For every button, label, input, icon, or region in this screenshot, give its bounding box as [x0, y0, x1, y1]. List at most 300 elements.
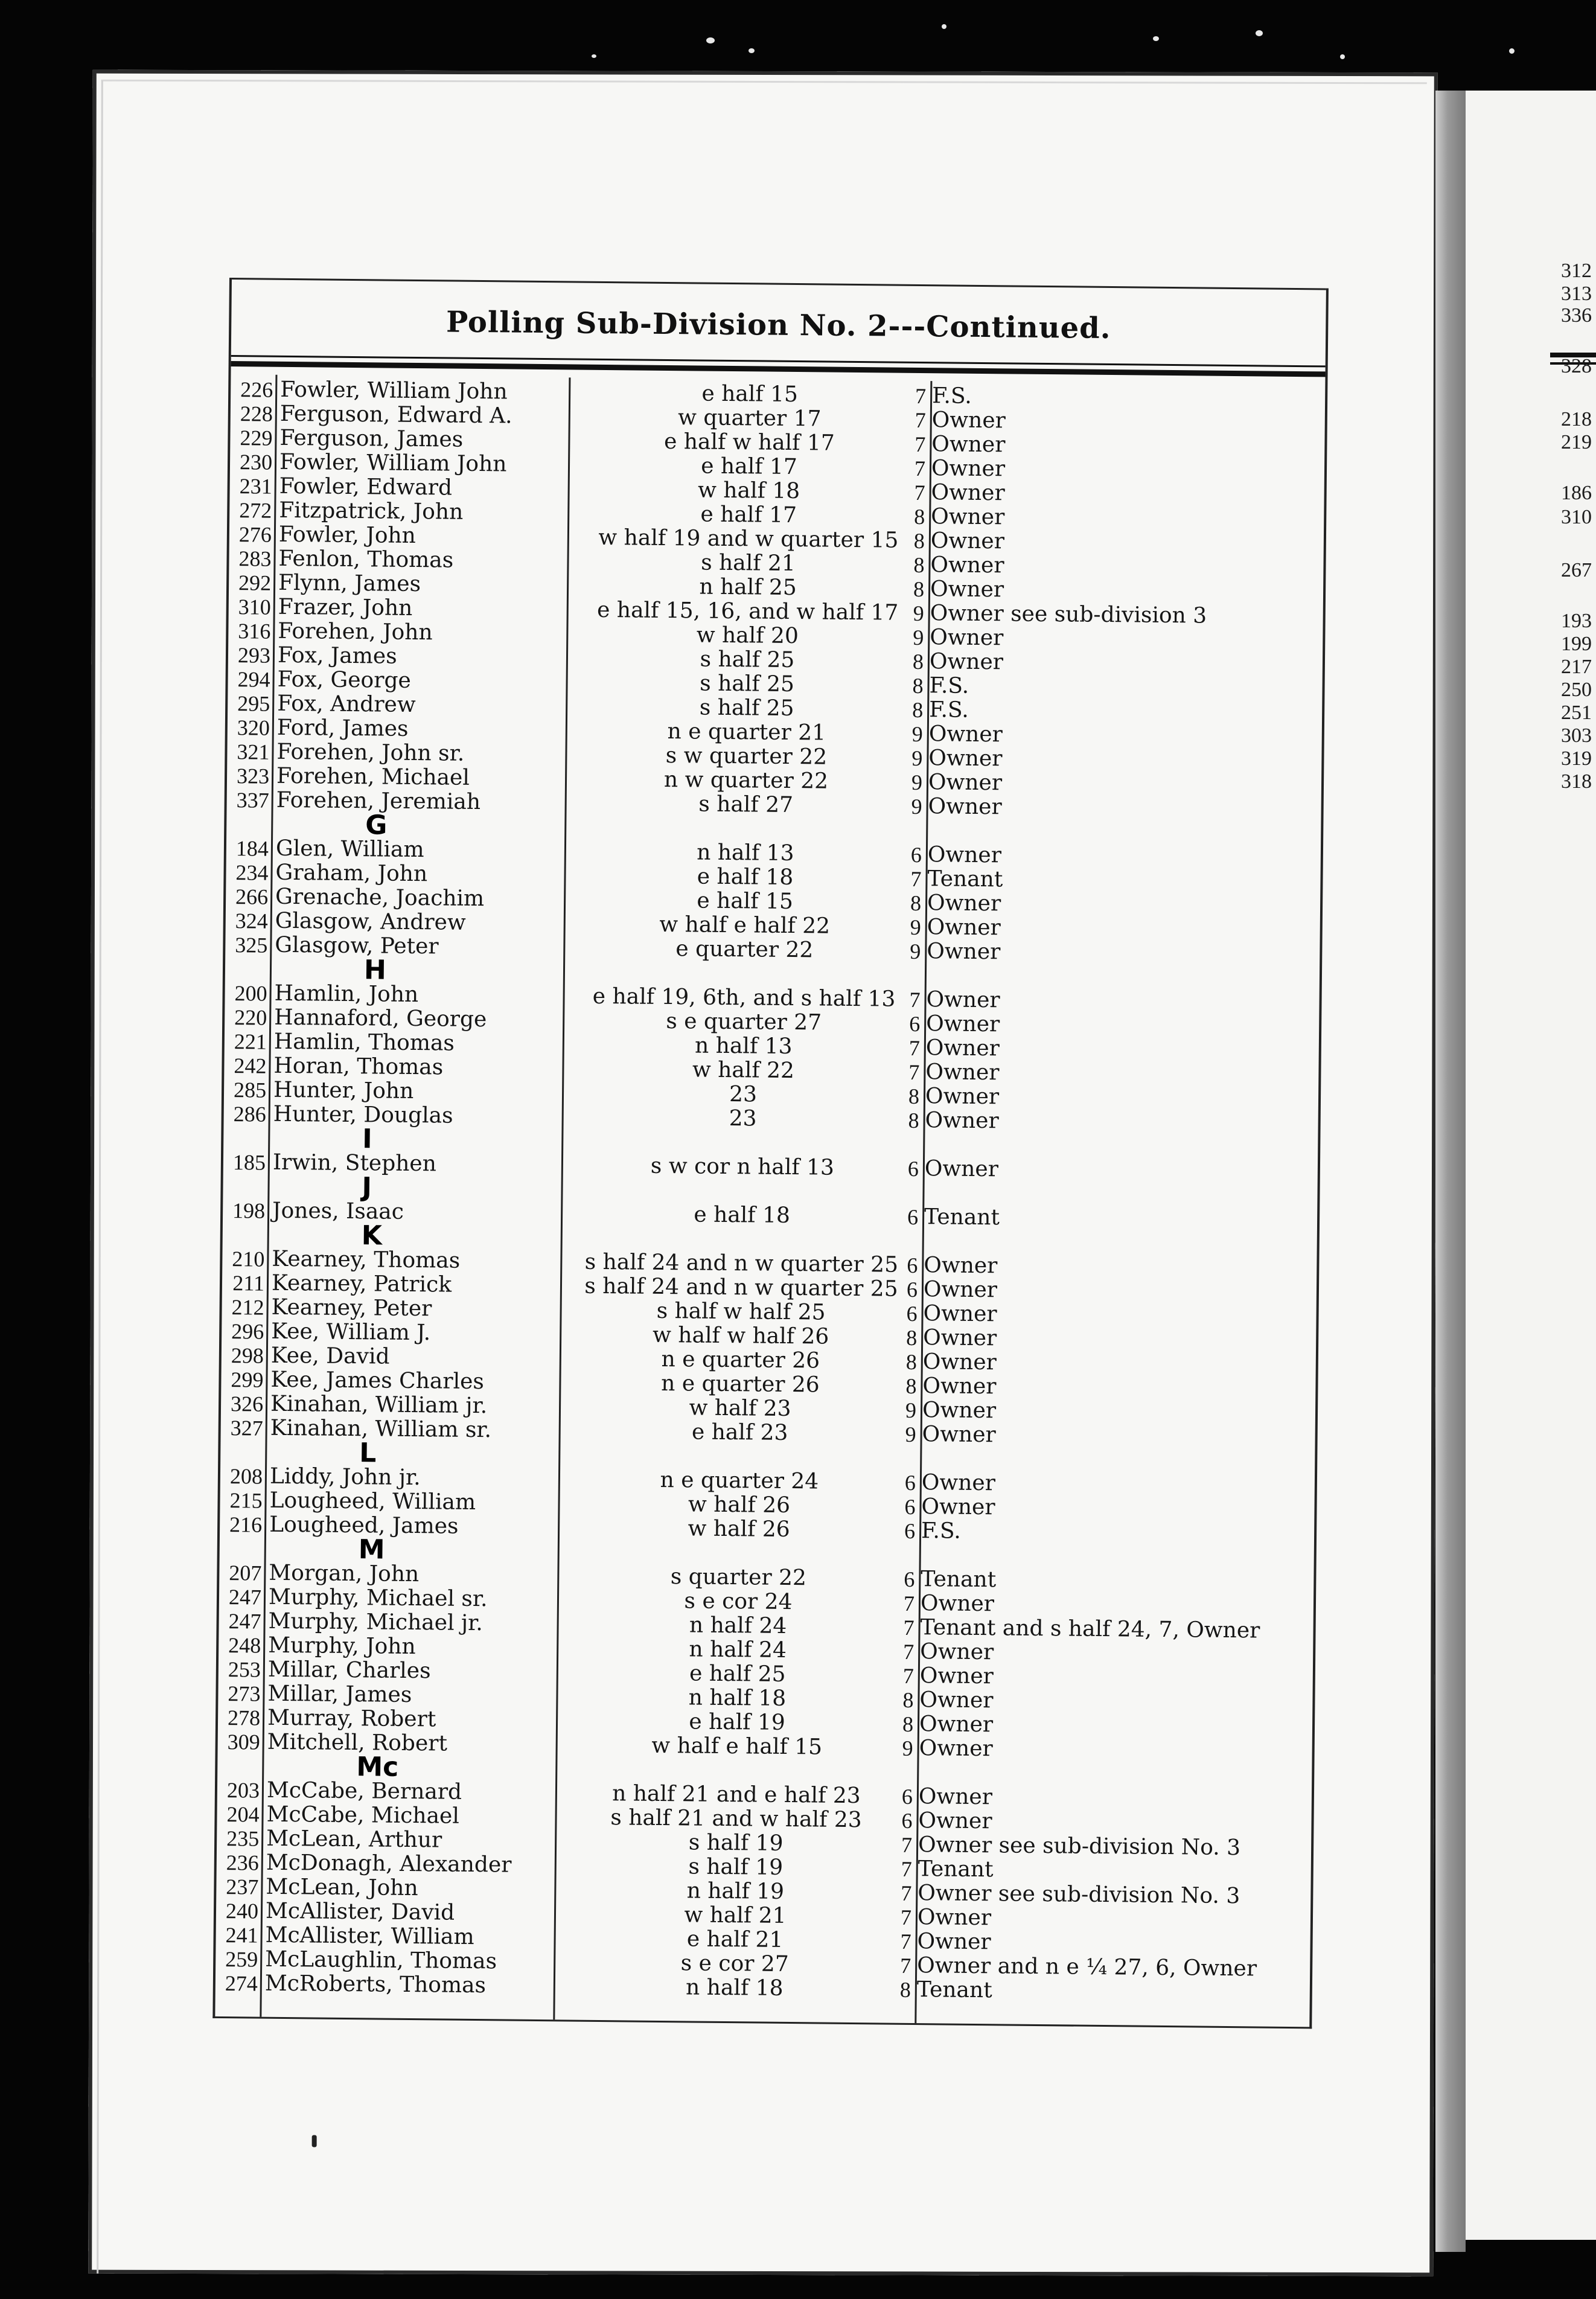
lot-description: w half 26: [688, 1516, 790, 1543]
facing-page-number: 217: [1561, 656, 1592, 678]
concession-number: 6: [904, 1470, 916, 1495]
lot-description: n half 24: [689, 1613, 787, 1639]
voter-number: 274: [225, 1971, 258, 1996]
voter-number: 208: [229, 1464, 263, 1489]
voter-name: Fowler, John: [278, 522, 417, 548]
voter-number: 200: [234, 981, 267, 1006]
concession-number: 8: [899, 1977, 911, 2002]
voter-status: F.S.: [928, 697, 969, 723]
voter-number: 248: [228, 1633, 261, 1658]
voter-status: Owner: [930, 528, 1005, 554]
voter-name: Murphy, Michael jr.: [268, 1608, 484, 1636]
lot-description: n half 25: [699, 574, 797, 601]
lot-description: e half w half 17: [663, 429, 835, 456]
voter-status: Owner: [928, 770, 1003, 796]
lot-description: s half 25: [700, 647, 795, 673]
voter-number: 231: [239, 474, 272, 499]
lot-description: e half 15: [697, 888, 794, 915]
concession-number: 9: [902, 1736, 913, 1760]
voter-number: 220: [234, 1005, 267, 1030]
voter-status: Owner and n e ¼ 27, 6, Owner: [917, 1953, 1257, 1981]
voter-number: 294: [237, 667, 270, 692]
voter-status: Owner: [930, 625, 1004, 651]
concession-number: 8: [906, 1325, 918, 1351]
facing-page-number: 193: [1561, 610, 1592, 632]
voter-number: 327: [230, 1416, 263, 1440]
voter-status: Owner: [931, 456, 1006, 482]
facing-page-number: 313: [1561, 283, 1592, 305]
lot-description: w half e half 15: [651, 1733, 823, 1760]
facing-page-number: 250: [1561, 679, 1592, 701]
concession-number: 8: [913, 577, 925, 602]
voter-name: Kinahan, William jr.: [270, 1391, 488, 1419]
voter-status: Owner: [931, 408, 1006, 433]
voter-name: Fenlon, Thomas: [278, 546, 454, 573]
facing-page-number: 312: [1561, 260, 1592, 282]
concession-number: 7: [915, 432, 926, 457]
voter-number: 226: [240, 377, 273, 402]
voter-number: 276: [238, 522, 272, 547]
voter-name: Fox, George: [277, 667, 411, 693]
concession-number: 6: [907, 1204, 919, 1230]
voter-number: 210: [232, 1247, 265, 1271]
voter-name: Hunter, John: [273, 1077, 414, 1104]
section-letter: G: [365, 810, 388, 841]
voter-number: 324: [235, 909, 268, 933]
voter-number: 286: [233, 1102, 266, 1127]
concession-number: 8: [914, 504, 925, 529]
voter-status: Owner see sub-division 3: [930, 601, 1207, 628]
voter-number: 326: [230, 1392, 264, 1416]
concession-number: 7: [901, 1881, 912, 1905]
lot-description: n half 19: [686, 1878, 785, 1904]
concession-number: 7: [914, 456, 926, 481]
concession-number: 8: [910, 891, 922, 916]
voter-number: 309: [227, 1730, 260, 1754]
concession-number: 7: [902, 1663, 915, 1688]
voter-status: Owner: [931, 504, 1005, 530]
lot-description: e half 18: [697, 864, 794, 891]
voter-number: 207: [229, 1561, 262, 1585]
voter-number: 235: [226, 1826, 260, 1851]
voter-number: 216: [229, 1512, 263, 1537]
facing-page-number: 267: [1561, 559, 1592, 581]
voter-number: 337: [236, 788, 269, 813]
voter-number: 292: [238, 571, 272, 595]
voter-status: Owner: [930, 577, 1004, 603]
voter-status: Owner: [922, 1349, 997, 1375]
lot-description: e half 17: [701, 453, 797, 480]
voter-status: Tenant: [916, 1977, 992, 2003]
concession-number: 7: [903, 1615, 915, 1640]
voter-status: Owner: [922, 1373, 997, 1399]
voter-name: Mitchell, Robert: [267, 1729, 448, 1756]
concession-number: 7: [901, 1832, 913, 1857]
voter-name: Kinahan, William sr.: [270, 1415, 492, 1443]
concession-number: 6: [901, 1808, 913, 1833]
voter-status: Tenant and s half 24, 7, Owner: [920, 1615, 1260, 1643]
voter-name: Millar, James: [267, 1681, 412, 1708]
lot-description: e half 19: [689, 1709, 786, 1735]
voter-number: 229: [240, 426, 273, 450]
concession-number: 9: [911, 770, 923, 795]
voter-number: 310: [238, 595, 271, 619]
lot-description: e half 25: [689, 1661, 786, 1687]
lot-description: s half 21: [700, 550, 796, 577]
lot-description: s half 24 and n w quarter 25: [584, 1249, 899, 1277]
voter-name: Liddy, John jr.: [269, 1463, 421, 1491]
concession-number: 9: [910, 939, 921, 964]
voter-name: Forehen, John sr.: [276, 739, 465, 766]
lot-description: n e quarter 21: [667, 719, 826, 746]
lot-description: n e quarter 26: [660, 1370, 820, 1398]
concession-number: 7: [901, 1856, 912, 1881]
voter-status: Owner: [920, 1639, 994, 1665]
voter-name: Millar, Charles: [267, 1657, 431, 1684]
voter-status: Owner: [919, 1712, 994, 1738]
lot-description: 23: [729, 1106, 757, 1131]
concession-number: 6: [906, 1301, 918, 1326]
concession-number: 7: [903, 1639, 915, 1664]
lot-description: w half 19 and w quarter 15: [598, 525, 899, 553]
voter-number: 242: [234, 1054, 267, 1078]
voter-number: 215: [229, 1488, 263, 1513]
voter-name: Fitzpatrick, John: [279, 497, 464, 525]
voter-name: Lougheed, William: [269, 1488, 476, 1515]
voter-status: Owner: [931, 480, 1005, 506]
voter-number: 259: [225, 1947, 258, 1972]
voter-number: 266: [235, 884, 269, 909]
voter-name: Grenache, Joachim: [275, 884, 485, 912]
lot-description: w half w half 26: [652, 1322, 829, 1349]
voter-number: 198: [232, 1198, 266, 1223]
facing-page-number: 336: [1561, 304, 1592, 327]
voter-number: 203: [226, 1778, 260, 1803]
lot-description: n half 24: [689, 1637, 787, 1663]
voter-name: Ferguson, Edward A.: [279, 401, 512, 429]
concession-number: 8: [913, 528, 925, 554]
voter-number: 247: [228, 1585, 262, 1610]
voter-status: Owner: [921, 1470, 996, 1496]
voter-status: Owner: [919, 1663, 994, 1689]
concession-number: 9: [911, 746, 923, 771]
voter-name: Hamlin, John: [274, 980, 419, 1008]
voter-status: Owner: [922, 1398, 997, 1424]
lot-description: w half 20: [696, 622, 799, 649]
lot-description: e quarter 22: [675, 936, 814, 963]
lot-description: n half 13: [697, 840, 794, 866]
lot-description: 23: [729, 1082, 758, 1107]
concession-number: 7: [915, 408, 926, 433]
concession-number: 8: [905, 1349, 918, 1375]
voter-status: F.S.: [931, 383, 972, 409]
voter-name: McAllister, David: [265, 1898, 455, 1925]
voter-name: Kearney, Peter: [271, 1294, 432, 1322]
voter-number: 247: [228, 1609, 261, 1634]
concession-number: 9: [910, 915, 921, 940]
concession-number: 7: [900, 1905, 912, 1930]
voter-number: 204: [226, 1802, 260, 1827]
lot-description: s half 19: [688, 1830, 784, 1856]
voter-status: Owner: [918, 1784, 993, 1810]
voter-number: 283: [238, 546, 272, 571]
voter-name: Ferguson, James: [279, 425, 464, 452]
concession-number: 8: [902, 1687, 914, 1712]
concession-number: 8: [911, 697, 924, 723]
page-title: Polling Sub-Division No. 2---Continued.: [445, 305, 1111, 346]
voter-name: Murphy, John: [268, 1632, 416, 1660]
voter-name: Hunter, Douglas: [273, 1101, 453, 1128]
lot-description: n half 13: [694, 1033, 793, 1060]
concession-number: 7: [915, 383, 927, 409]
lot-description: n w quarter 22: [663, 767, 829, 794]
facing-page-number: 310: [1561, 506, 1592, 528]
voter-number: 316: [238, 619, 271, 644]
voter-status: Tenant: [927, 866, 1003, 892]
voter-status: Owner: [928, 721, 1003, 747]
concession-number: 7: [914, 480, 925, 505]
voter-number: 230: [239, 450, 273, 475]
lot-description: s half 24 and n w quarter 25: [584, 1273, 898, 1302]
concession-number: 6: [907, 1156, 919, 1181]
concession-number: 9: [911, 721, 923, 747]
voter-name: Ford, James: [276, 715, 409, 741]
facing-page-number: 318: [1561, 770, 1592, 793]
page-gutter: [1435, 91, 1466, 2252]
voter-number: 221: [234, 1029, 267, 1054]
voter-status: Owner: [928, 794, 1002, 820]
lot-description: e half 15: [701, 381, 799, 408]
concession-number: 6: [907, 1253, 918, 1278]
voter-status: Owner: [926, 987, 1000, 1013]
section-letter: H: [363, 954, 387, 986]
voter-name: McDonagh, Alexander: [266, 1850, 512, 1878]
voter-status: Owner: [931, 432, 1006, 458]
voter-status: Owner: [923, 1277, 998, 1303]
voter-status: Owner: [925, 1060, 1000, 1086]
concession-number: 8: [913, 552, 925, 578]
voter-name: Glasgow, Peter: [275, 932, 439, 959]
voter-status: Tenant: [918, 1856, 994, 1882]
voter-name: McLean, Arthur: [266, 1826, 442, 1853]
voter-status: Owner: [929, 649, 1004, 675]
voter-number: 253: [228, 1657, 261, 1682]
voter-status: Owner: [927, 939, 1001, 965]
voter-number: 323: [236, 764, 270, 788]
voter-number: 299: [231, 1367, 264, 1392]
voter-status: Owner see sub-division No. 3: [918, 1832, 1241, 1861]
lot-description: n half 21 and e half 23: [612, 1781, 861, 1809]
voter-number: 236: [226, 1850, 259, 1875]
voter-name: Forehen, Jeremiah: [276, 787, 481, 815]
concession-number: 9: [905, 1398, 917, 1423]
voter-status: Owner: [921, 1494, 995, 1520]
voter-status: Owner: [923, 1301, 997, 1327]
concession-number: 7: [908, 1060, 920, 1085]
voter-number: 278: [227, 1706, 261, 1730]
voter-name: Forehen, Michael: [276, 763, 470, 790]
voter-number: 211: [232, 1271, 265, 1296]
voter-status: Owner: [919, 1736, 993, 1762]
voter-name: Fowler, William John: [280, 377, 508, 404]
voter-number: 298: [231, 1343, 264, 1368]
voter-name: Murphy, Michael sr.: [268, 1584, 488, 1612]
section-letter: J: [362, 1172, 372, 1203]
voter-status: Owner: [927, 842, 1002, 868]
voter-status: Owner see sub-division No. 3: [918, 1881, 1240, 1909]
voter-status: Owner: [924, 1253, 998, 1279]
lot-description: s w cor n half 13: [650, 1153, 835, 1180]
lot-description: s e quarter 27: [666, 1009, 822, 1035]
voter-status: Owner: [927, 915, 1001, 941]
voter-number: 234: [235, 860, 269, 885]
concession-number: 7: [900, 1953, 911, 1978]
voter-name: Fowler, Edward: [279, 473, 453, 500]
voter-status: Owner: [928, 746, 1003, 772]
section-letter: I: [362, 1124, 372, 1155]
voter-number: 184: [235, 836, 269, 861]
voter-name: Fowler, William John: [279, 449, 507, 477]
section-letter: L: [359, 1437, 377, 1469]
voter-name: Fox, Andrew: [277, 691, 416, 717]
concession-number: 6: [906, 1277, 918, 1302]
section-letter: K: [361, 1220, 383, 1252]
lot-description: s w quarter 22: [665, 743, 828, 770]
lot-description: n e quarter 26: [661, 1346, 820, 1373]
lot-description: n half 18: [688, 1685, 787, 1711]
voter-name: McCabe, Michael: [266, 1802, 460, 1829]
voter-name: Forehen, John: [278, 618, 433, 645]
voter-number: 237: [226, 1875, 259, 1899]
voter-status: Owner: [925, 1108, 999, 1134]
concession-number: 8: [905, 1373, 917, 1399]
voter-status: Owner: [918, 1808, 992, 1834]
voter-name: Hannaford, George: [274, 1005, 487, 1032]
voter-name: Horan, Thomas: [273, 1053, 444, 1080]
voter-status: Tenant: [924, 1204, 1000, 1230]
concession-number: 8: [908, 1108, 919, 1133]
voter-name: McCabe, Bernard: [266, 1777, 462, 1805]
voter-status: Owner: [925, 1035, 1000, 1061]
ink-mark: [312, 2135, 317, 2147]
voter-name: Fox, James: [277, 642, 397, 669]
lot-description: w half 22: [692, 1057, 795, 1084]
voter-number: 296: [231, 1319, 264, 1344]
lot-description: w half 21: [684, 1902, 787, 1928]
voter-status: Owner: [919, 1687, 994, 1713]
lot-description: s quarter 22: [670, 1564, 807, 1591]
voter-number: 325: [235, 933, 268, 958]
voter-number: 240: [225, 1899, 259, 1923]
voter-list: [215, 377, 1326, 2006]
voter-name: Jones, Isaac: [272, 1198, 404, 1224]
concession-number: 8: [902, 1712, 914, 1736]
voter-status: Owner: [917, 1929, 991, 1955]
facing-page-edge: [1466, 91, 1596, 2240]
concession-number: 7: [908, 1035, 920, 1061]
voter-number: 228: [240, 401, 273, 426]
concession-number: 7: [900, 1929, 911, 1954]
section-letter: Mc: [356, 1751, 399, 1783]
voter-status: Owner: [925, 1084, 1000, 1110]
voter-status: Owner: [927, 891, 1001, 916]
lot-description: s e cor 27: [680, 1951, 789, 1977]
voter-status: Owner: [930, 552, 1004, 578]
concession-number: 6: [910, 842, 922, 868]
facing-page-number: 328: [1561, 355, 1592, 377]
section-letter: M: [358, 1534, 385, 1565]
concession-number: 9: [911, 794, 922, 819]
voter-name: Kearney, Thomas: [272, 1246, 461, 1273]
lot-description: n half 18: [685, 1975, 784, 2001]
voter-number: 273: [228, 1681, 261, 1706]
voter-name: Irwin, Stephen: [272, 1150, 437, 1177]
voter-status: Owner: [924, 1156, 999, 1182]
lot-description: s half w half 25: [656, 1298, 826, 1325]
voter-name: McLean, John: [266, 1874, 418, 1901]
lot-description: w quarter 17: [677, 405, 822, 432]
lot-description: s half 25: [700, 671, 795, 697]
voter-number: 272: [239, 498, 272, 523]
facing-page-number: 319: [1561, 747, 1592, 770]
lot-description: e half 21: [686, 1926, 784, 1952]
voter-status: Owner: [920, 1591, 995, 1617]
concession-number: 6: [904, 1567, 915, 1591]
facing-page-number: 303: [1561, 724, 1592, 747]
voter-number: 320: [237, 715, 270, 740]
voter-status: Tenant: [921, 1567, 997, 1593]
facing-page-number: 218: [1561, 408, 1592, 430]
voter-status: F.S.: [921, 1518, 961, 1544]
voter-number: 285: [233, 1078, 267, 1102]
voter-name: Kee, David: [270, 1343, 390, 1369]
voter-status: Owner: [917, 1905, 992, 1931]
facing-page-number: 251: [1561, 702, 1592, 724]
voter-number: 295: [237, 691, 270, 716]
concession-number: 6: [904, 1494, 916, 1520]
voter-name: McLaughlin, Thomas: [265, 1946, 497, 1974]
voter-name: McAllister, William: [265, 1922, 474, 1950]
voter-number: 212: [231, 1295, 264, 1320]
concession-number: 9: [913, 601, 924, 626]
voter-number: 185: [232, 1150, 266, 1175]
voter-name: Lougheed, James: [269, 1512, 459, 1539]
lot-description: w half 18: [697, 478, 800, 504]
lot-description: e half 17: [700, 502, 797, 528]
voter-name: Morgan, John: [269, 1560, 420, 1587]
lot-description: w half 26: [688, 1492, 791, 1518]
voter-name: Frazer, John: [278, 594, 413, 621]
lot-description: w half 23: [689, 1395, 791, 1422]
lot-description: w half e half 22: [659, 912, 831, 939]
voter-status: Owner: [922, 1422, 996, 1448]
voter-name: McRoberts, Thomas: [264, 1971, 487, 1998]
table-frame: [212, 278, 1329, 2029]
lot-description: s half 19: [688, 1854, 784, 1880]
facing-page-number: 186: [1561, 482, 1592, 504]
concession-number: 9: [913, 625, 924, 650]
concession-number: 7: [909, 987, 921, 1012]
voter-name: Kee, William J.: [271, 1319, 431, 1346]
voter-name: Kearney, Patrick: [271, 1270, 452, 1297]
lot-description: n e quarter 24: [660, 1467, 819, 1494]
lot-description: e half 15, 16, and w half 17: [596, 597, 899, 625]
concession-number: 6: [901, 1784, 913, 1809]
concession-number: 6: [908, 1011, 921, 1037]
concession-number: 8: [912, 649, 924, 674]
voter-name: Graham, John: [275, 860, 428, 887]
lot-description: s half 21 and w half 23: [610, 1805, 862, 1833]
